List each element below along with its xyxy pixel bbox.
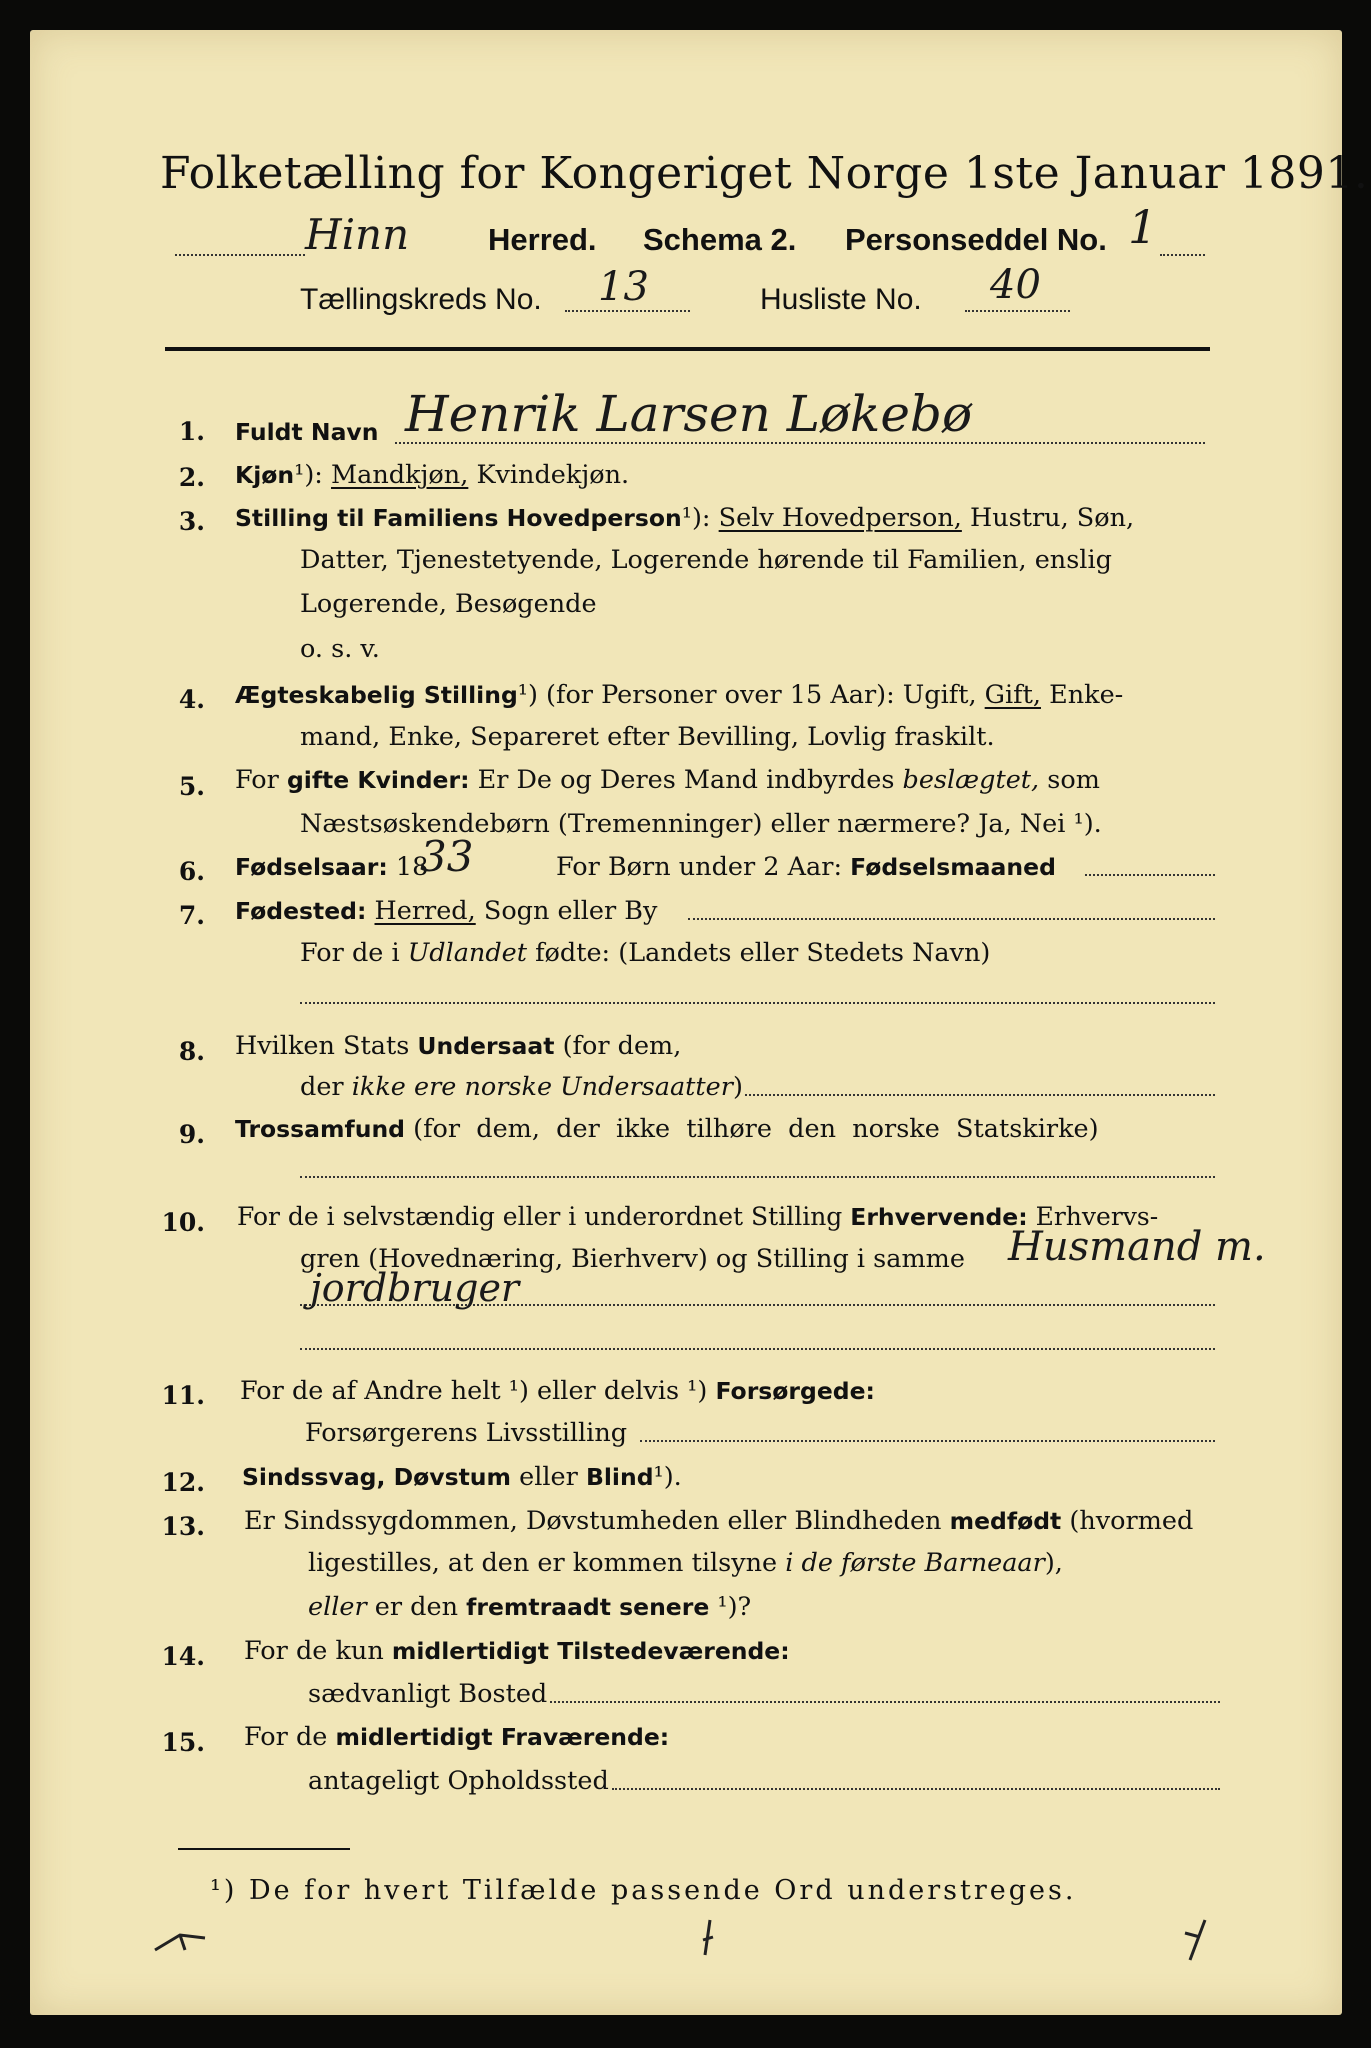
item-number: 9. xyxy=(178,1120,205,1149)
item-number: 15. xyxy=(161,1728,205,1757)
congenital-line2-end: ), xyxy=(1044,1548,1063,1578)
married-women-line2: Næstsøskendebørn (Tremenninger) eller nærmere? Ja, Nei ¹). xyxy=(300,809,1102,839)
citizenship-label: Undersaat xyxy=(417,1032,555,1060)
corner-mark-right xyxy=(1175,1915,1215,1965)
herred-value: Hinn xyxy=(305,210,410,259)
corner-mark-center xyxy=(695,1915,725,1960)
item-number: 2. xyxy=(178,463,205,492)
full-name-value: Henrik Larsen Løkebø xyxy=(405,385,973,443)
birth-year-prefix: 18 xyxy=(395,852,429,882)
supporter-occupation-label: Forsørgerens Livsstilling xyxy=(305,1418,628,1448)
item-number: 5. xyxy=(178,772,205,801)
husliste-value: 40 xyxy=(990,262,1041,308)
abroad-text: For de i xyxy=(300,938,400,968)
later-end: ¹)? xyxy=(717,1592,752,1622)
birthplace-selected: Herred, xyxy=(374,896,476,926)
item-number: 6. xyxy=(178,857,205,886)
occupation-label: Erhvervende: xyxy=(850,1203,1028,1231)
congenital-line2: ligestilles, at den er kommen tilsyne xyxy=(308,1548,778,1578)
abroad-italic: Udlandet xyxy=(407,938,527,968)
herred-label: Herred. xyxy=(488,222,597,257)
birthplace-text: Sogn eller By xyxy=(483,896,658,926)
usual-residence-label: sædvanligt Bosted xyxy=(308,1679,548,1709)
schema-label: Schema 2. xyxy=(643,222,797,257)
husliste-label: Husliste No. xyxy=(760,283,922,316)
citizenship-dotted-line xyxy=(745,1094,1215,1096)
item-number: 4. xyxy=(178,685,205,714)
item-number: 12. xyxy=(161,1468,205,1497)
disability-text: eller xyxy=(519,1462,578,1492)
kreds-value: 13 xyxy=(598,264,649,310)
citizenship-line2-end: ) xyxy=(732,1072,743,1102)
congenital-text2: (hvormed xyxy=(1069,1506,1194,1536)
marital-status-label: Ægteskabelig Stilling xyxy=(235,681,518,709)
footnote-text: ¹) De for hvert Tilfælde passende Ord understreges. xyxy=(210,1875,1077,1906)
item-number: 14. xyxy=(161,1642,205,1671)
kreds-dotted-line xyxy=(565,310,690,312)
form-title: Folketælling for Kongeriget Norge 1ste Januar 1891. xyxy=(160,148,1369,199)
citizenship-line2: der xyxy=(300,1072,344,1102)
full-name-label: Fuldt Navn xyxy=(235,418,379,446)
religion-dotted-line xyxy=(300,1176,1215,1178)
temporary-absent-text: For de xyxy=(244,1722,328,1752)
footnote-rule xyxy=(178,1848,350,1850)
item-number: 3. xyxy=(178,507,205,536)
married-women-text2: som xyxy=(1047,765,1100,795)
birth-month-dotted-line xyxy=(1085,874,1215,876)
temporary-absent-label: midlertidigt Fraværende: xyxy=(335,1723,670,1751)
marital-status-selected: Gift, xyxy=(984,680,1041,710)
disability-end: ¹). xyxy=(653,1462,682,1492)
item-number: 10. xyxy=(161,1208,205,1237)
marital-status-text2: Enke- xyxy=(1049,680,1124,710)
occupation-line2: gren (Hovednæring, Bierhverv) og Stilling i samme xyxy=(300,1244,965,1274)
header-divider xyxy=(165,347,1210,351)
herred-dotted-line xyxy=(175,254,305,256)
family-position-selected: Selv Hovedperson, xyxy=(718,503,962,533)
congenital-text: Er Sindssygdommen, Døvstumheden eller Blindheden xyxy=(244,1506,942,1536)
personseddel-label: Personseddel No. xyxy=(845,222,1107,257)
blind-label: Blind xyxy=(585,1463,654,1491)
religion-text: (for dem, der ikke tilhøre den norske Statskirke) xyxy=(413,1114,1099,1144)
item-number: 11. xyxy=(161,1381,205,1410)
kreds-label: Tællingskreds No. xyxy=(300,283,542,316)
sex-selected-option: Mandkjøn, xyxy=(331,460,469,490)
citizenship-text2: (for dem, xyxy=(562,1031,682,1061)
marital-status-line2: mand, Enke, Separeret efter Bevilling, Lovlig fraskilt. xyxy=(300,722,995,752)
supported-text: For de af Andre helt ¹) eller delvis ¹) xyxy=(240,1376,708,1406)
abroad-dotted-line xyxy=(300,1002,1215,1004)
family-position-options-line2: Datter, Tjenestetyende, Logerende hørende til Familien, enslig xyxy=(300,545,1112,575)
item-number: 7. xyxy=(178,901,205,930)
item-number: 8. xyxy=(178,1037,205,1066)
occupation-value: Husmand m. xyxy=(1008,1224,1266,1270)
later-label: fremtraadt senere xyxy=(466,1593,710,1621)
temporary-present-text: For de kun xyxy=(244,1636,384,1666)
religion-label: Trossamfund xyxy=(235,1115,406,1143)
sex-label: Kjøn xyxy=(235,461,295,489)
married-women-lead: For xyxy=(235,765,279,795)
family-position-options-line4: o. s. v. xyxy=(300,634,380,664)
birth-year-label: Fødselsaar: xyxy=(235,853,388,881)
marital-status-text: ¹) (for Personer over 15 Aar): Ugift, xyxy=(517,680,977,710)
later-italic: eller xyxy=(308,1592,367,1622)
temporary-present-label: midlertidigt Tilstedeværende: xyxy=(391,1637,790,1665)
item-number: 1. xyxy=(178,417,205,446)
item-number: 13. xyxy=(161,1512,205,1541)
occupation-value-line2: jordbruger xyxy=(310,1266,520,1310)
family-position-sup: ¹): xyxy=(681,503,711,533)
family-position-label: Stilling til Familiens Hovedperson xyxy=(235,504,682,532)
occupation-text2: Erhvervs- xyxy=(1035,1202,1159,1231)
family-position-options: Hustru, Søn, xyxy=(969,503,1135,533)
married-women-text: Er De og Deres Mand indbyrdes xyxy=(477,765,895,795)
supporter-dotted-line xyxy=(640,1440,1215,1442)
married-women-italic: beslægtet, xyxy=(902,765,1040,795)
birth-year-value: 33 xyxy=(420,832,474,881)
sex-sup: ¹): xyxy=(294,460,323,490)
personseddel-dotted-line xyxy=(1160,254,1205,256)
disability-label: Sindssvag, Døvstum xyxy=(242,1463,512,1491)
occupation-text: For de i selvstændig eller i underordnet Stilling xyxy=(237,1202,843,1231)
birth-month-label: Fødselsmaaned xyxy=(850,853,1056,881)
congenital-italic: i de første Barneaar xyxy=(785,1548,1045,1578)
citizenship-italic: ikke ere norske Undersaatter xyxy=(351,1072,733,1102)
occupation-dotted-line-2 xyxy=(300,1348,1215,1350)
citizenship-text: Hvilken Stats xyxy=(235,1031,410,1061)
usual-residence-dotted-line xyxy=(550,1701,1220,1703)
married-women-label: gifte Kvinder: xyxy=(286,766,470,794)
birthplace-dotted-line xyxy=(688,918,1215,920)
corner-mark-left xyxy=(150,1920,210,1960)
family-position-options-line3: Logerende, Besøgende xyxy=(300,589,597,619)
birthplace-label: Fødested: xyxy=(235,897,367,925)
abroad-text2: fødte: (Landets eller Stedets Navn) xyxy=(535,938,991,968)
probable-residence-label: antageligt Opholdssted xyxy=(308,1766,609,1796)
probable-residence-dotted-line xyxy=(612,1788,1220,1790)
husliste-dotted-line xyxy=(965,310,1070,312)
birth-month-text: For Børn under 2 Aar: xyxy=(556,852,843,882)
supported-label: Forsørgede: xyxy=(715,1377,875,1405)
sex-other-option: Kvindekjøn. xyxy=(476,460,630,490)
personseddel-value: 1 xyxy=(1128,200,1158,254)
census-form-sheet xyxy=(30,30,1342,2015)
later-text: er den xyxy=(374,1592,459,1622)
congenital-label: medfødt xyxy=(949,1507,1062,1535)
